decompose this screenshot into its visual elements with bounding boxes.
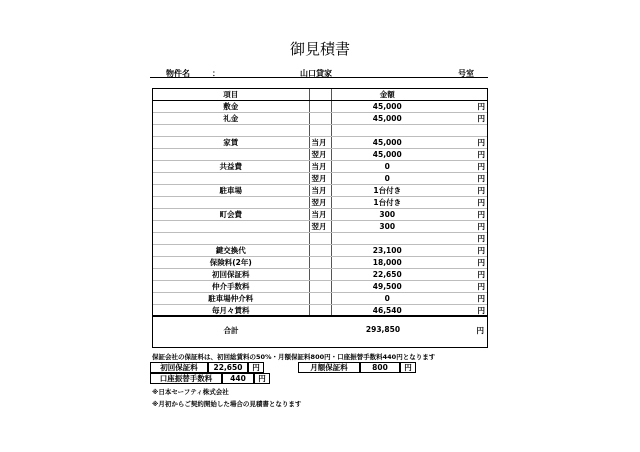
header-sub (309, 89, 331, 101)
row-sub-label: 翌月 (309, 197, 331, 209)
row-value: 300 (331, 209, 443, 221)
row-value: 45,000 (331, 137, 443, 149)
row-unit: 円 (443, 221, 487, 233)
property-underline (150, 77, 488, 78)
monthly-guarantee-label: 月額保証料 (298, 362, 360, 373)
row-label (153, 125, 309, 137)
row-value: 49,500 (331, 281, 443, 293)
estimate-row (153, 125, 487, 137)
row-label: 毎月々賃料 (153, 305, 309, 317)
initial-guarantee-label: 初回保証料 (150, 362, 208, 373)
row-value: 0 (331, 161, 443, 173)
company-note: ※日本セーフティ株式会社 (152, 388, 229, 396)
row-sub-label: 当月 (309, 185, 331, 197)
property-name: 山口貸家 (300, 69, 332, 78)
row-value: 0 (331, 173, 443, 185)
row-sub-label (309, 101, 331, 113)
estimate-row (153, 173, 487, 185)
row-value: 1台付き (331, 185, 443, 197)
total-row (153, 315, 487, 346)
row-unit: 円 (443, 137, 487, 149)
row-value: 45,000 (331, 101, 443, 113)
row-value: 22,650 (331, 269, 443, 281)
row-unit: 円 (443, 161, 487, 173)
row-value: 300 (331, 221, 443, 233)
guarantee-table (150, 362, 490, 386)
transfer-fee-label: 口座振替手数料 (150, 373, 222, 384)
row-unit (443, 125, 487, 137)
row-sub-label (309, 245, 331, 257)
estimate-row (153, 221, 487, 233)
row-sub-label: 当月 (309, 137, 331, 149)
estimate-row (153, 197, 487, 209)
row-label (153, 197, 309, 209)
row-sub-label: 翌月 (309, 149, 331, 161)
header-row (153, 89, 487, 101)
row-label: 駐車場仲介料 (153, 293, 309, 305)
row-label (153, 173, 309, 185)
row-unit: 円 (443, 257, 487, 269)
row-unit: 円 (443, 101, 487, 113)
estimate-row (153, 269, 487, 281)
estimate-row (153, 281, 487, 293)
header-item: 項目 (153, 89, 309, 101)
row-label: 家賃 (153, 137, 309, 149)
estimate-row (153, 113, 487, 125)
estimate-row (153, 137, 487, 149)
row-unit: 円 (443, 197, 487, 209)
row-value: 46,540 (331, 305, 443, 317)
initial-guarantee-value: 22,650 (208, 362, 248, 373)
row-unit: 円 (443, 113, 487, 125)
row-value (331, 233, 443, 245)
row-label: 鍵交換代 (153, 245, 309, 257)
row-unit: 円 (443, 305, 487, 317)
estimate-row (153, 185, 487, 197)
room-suffix: 号室 (458, 69, 474, 78)
estimate-table (153, 89, 487, 317)
row-sub-label: 翌月 (309, 173, 331, 185)
row-label (153, 233, 309, 245)
estimate-row (153, 149, 487, 161)
row-sub-label (309, 125, 331, 137)
row-label: 保険料(2年) (153, 257, 309, 269)
row-label: 初回保証料 (153, 269, 309, 281)
row-label: 仲介手数料 (153, 281, 309, 293)
row-unit: 円 (443, 293, 487, 305)
estimate-table-box (152, 88, 488, 348)
row-label (153, 221, 309, 233)
row-label: 駐車場 (153, 185, 309, 197)
row-value: 23,100 (331, 245, 443, 257)
row-sub-label: 当月 (309, 161, 331, 173)
row-unit: 円 (443, 269, 487, 281)
row-value: 45,000 (331, 113, 443, 125)
row-unit: 円 (443, 173, 487, 185)
row-value: 45,000 (331, 149, 443, 161)
estimate-row (153, 245, 487, 257)
row-label: 礼金 (153, 113, 309, 125)
row-unit: 円 (443, 245, 487, 257)
estimate-row (153, 233, 487, 245)
row-sub-label (309, 257, 331, 269)
estimate-row (153, 209, 487, 221)
header-amount: 金額 (331, 89, 443, 101)
initial-guarantee-unit: 円 (248, 362, 264, 373)
property-label: 物件名 (166, 69, 190, 78)
row-unit: 円 (443, 233, 487, 245)
row-sub-label (309, 269, 331, 281)
row-sub-label: 当月 (309, 209, 331, 221)
estimate-row (153, 101, 487, 113)
row-value: 1台付き (331, 197, 443, 209)
estimate-row (153, 293, 487, 305)
row-label: 共益費 (153, 161, 309, 173)
row-label (153, 149, 309, 161)
transfer-fee-value: 440 (222, 373, 254, 384)
row-value: 18,000 (331, 257, 443, 269)
row-unit: 円 (443, 209, 487, 221)
row-sub-label: 翌月 (309, 221, 331, 233)
total-unit: 円 (476, 326, 484, 335)
guarantee-note: 保証会社の保証料は、初回総賃料の50%・月額保証料800円・口座振替手数料440円となります (152, 353, 436, 361)
row-unit: 円 (443, 281, 487, 293)
total-label: 合計 (223, 326, 239, 335)
row-unit: 円 (443, 185, 487, 197)
property-colon: ： (212, 69, 220, 78)
estimate-row (153, 161, 487, 173)
row-value (331, 125, 443, 137)
row-sub-label (309, 113, 331, 125)
monthly-guarantee-value: 800 (360, 362, 400, 373)
total-value: 293,850 (365, 325, 401, 334)
document-title: 御見積書 (289, 40, 350, 58)
row-sub-label (309, 281, 331, 293)
monthly-guarantee-unit: 円 (400, 362, 416, 373)
row-value: 0 (331, 293, 443, 305)
row-sub-label (309, 233, 331, 245)
row-label: 敷金 (153, 101, 309, 113)
row-sub-label (309, 293, 331, 305)
estimate-row (153, 257, 487, 269)
mid-month-note: ※月初からご契約開始した場合の見積書となります (152, 400, 302, 408)
transfer-fee-unit: 円 (254, 373, 270, 384)
row-label: 町会費 (153, 209, 309, 221)
header-unit (443, 89, 487, 101)
row-unit: 円 (443, 149, 487, 161)
